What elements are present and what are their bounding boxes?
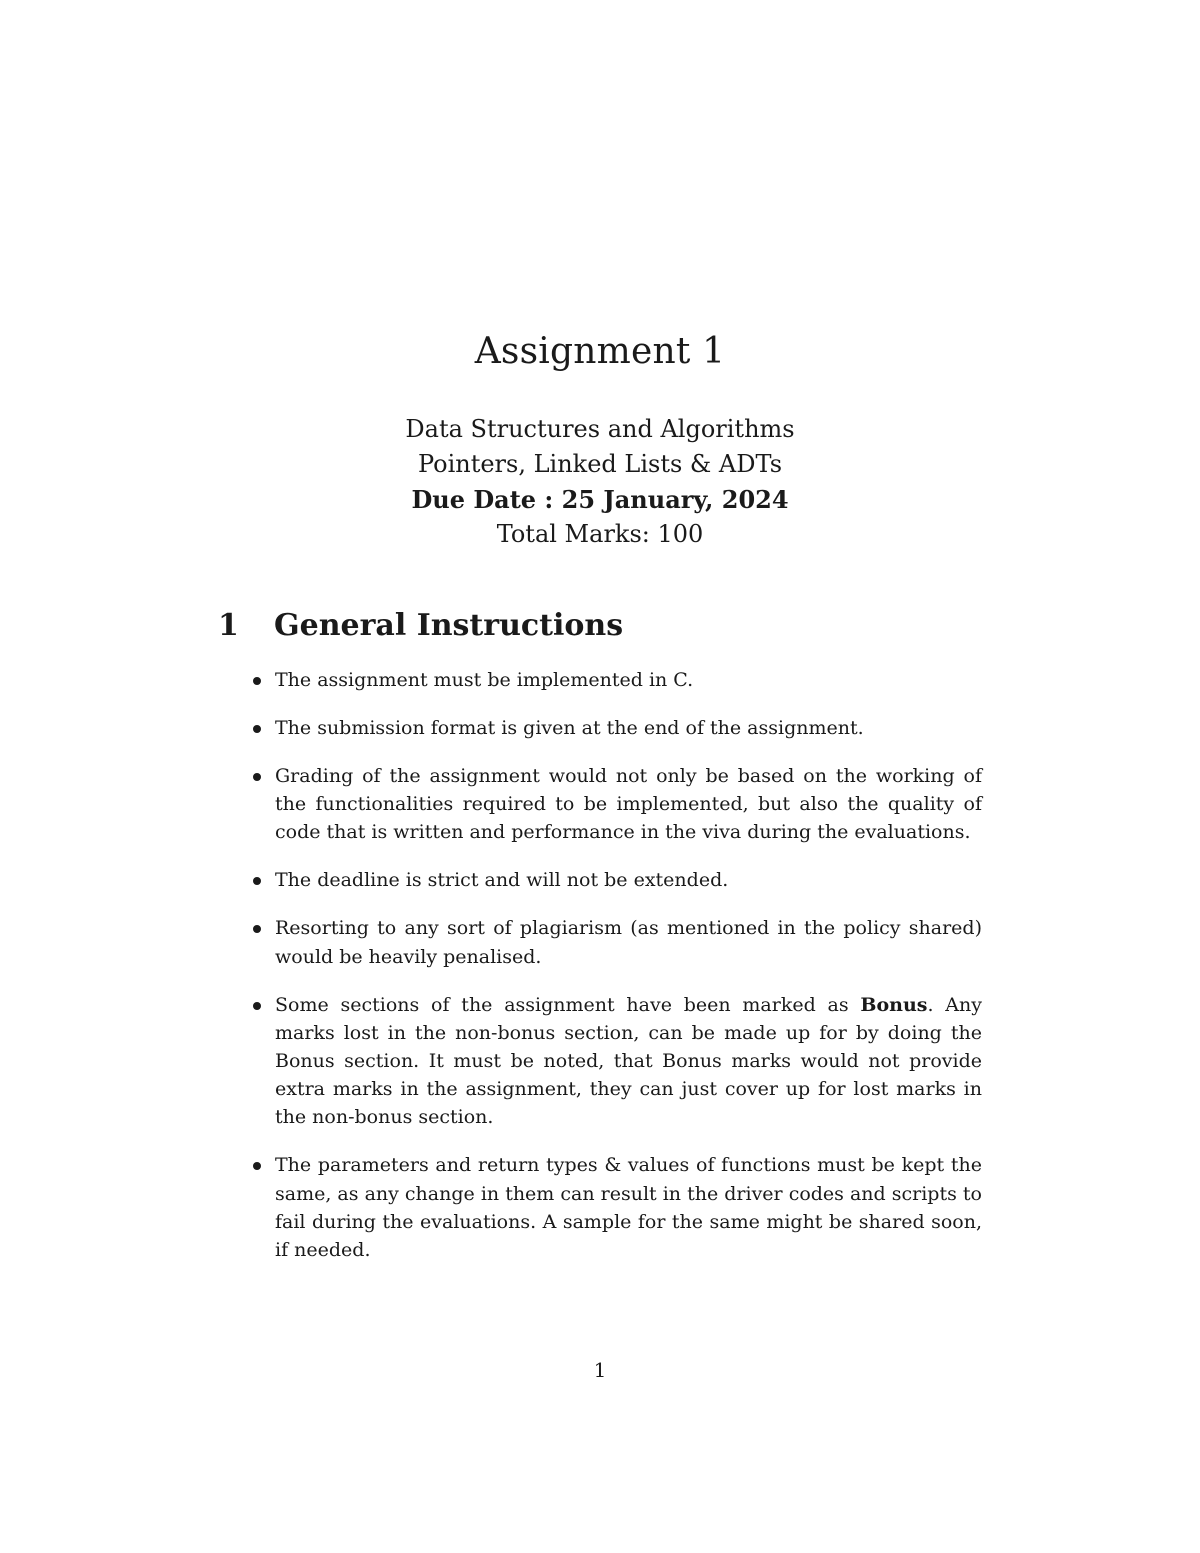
bullet-icon [253, 1162, 261, 1170]
list-item-text-start: Some sections of the assignment have been marked as [275, 993, 861, 1016]
document-title: Assignment 1 [474, 331, 726, 372]
list-item [250, 762, 982, 847]
list-item-text-end: . Any marks lost in the non-bonus section, can be made up for by doing the Bonus section. It must be noted, that Bonus marks would not provide extra marks in the assignment, they can just cover up for lost marks in the non-bonus section. [275, 993, 982, 1129]
bonus-emphasis: Bonus [860, 993, 928, 1016]
list-item [250, 991, 982, 1132]
list-item [250, 866, 982, 894]
bullet-icon [253, 1002, 261, 1010]
list-item-text: The deadline is strict and will not be extended. [275, 869, 729, 892]
list-item-text: Grading of the assignment would not only be based on the working of the functionalities required to be implemented, but also the quality of code that is written and performance in the viva during the evaluations. [275, 765, 982, 844]
list-item [250, 1151, 982, 1264]
due-date: Due Date : 25 January, 2024 [411, 485, 789, 514]
assignment-topic: Pointers, Linked Lists & ADTs [417, 450, 783, 478]
bullet-icon [253, 773, 261, 781]
page-number: 1 [593, 1358, 607, 1382]
total-marks: Total Marks: 100 [496, 520, 704, 548]
list-item [250, 666, 982, 694]
bullet-icon [253, 725, 261, 733]
list-item-text: The assignment must be implemented in C. [275, 669, 694, 691]
list-item [250, 714, 982, 742]
section-number: 1 [218, 608, 239, 643]
list-item [250, 914, 982, 970]
list-item-text: The submission format is given at the end of the assignment. [275, 717, 864, 739]
list-item-text: The parameters and return types & values of functions must be kept the same, as any change in them can result in the driver codes and scripts to fail during the evaluations. A sample for the same might be shared soon, if needed. [275, 1154, 982, 1262]
bullet-icon [253, 925, 261, 933]
list-item-text: Resorting to any sort of plagiarism (as mentioned in the policy shared) would be heavily penalised. [275, 917, 982, 968]
title-details [0, 412, 1200, 552]
instructions-list [250, 666, 982, 1284]
course-name: Data Structures and Algorithms [405, 415, 795, 443]
bullet-icon [253, 677, 261, 685]
title-block [0, 328, 1200, 552]
section-title: General Instructions [274, 608, 624, 643]
bullet-icon [253, 877, 261, 885]
section-heading [218, 606, 623, 646]
